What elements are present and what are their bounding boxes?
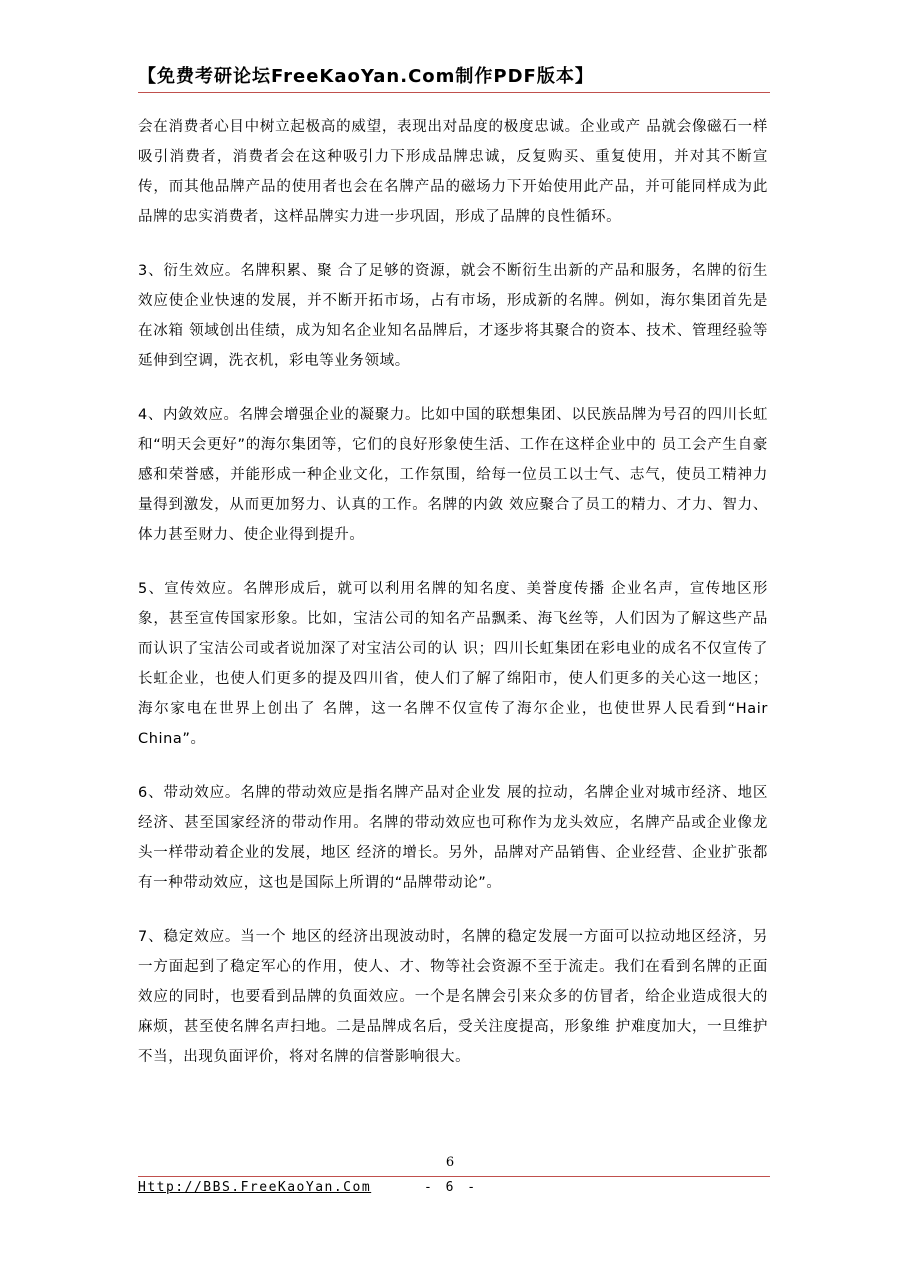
paragraph-stability-effect: 7、稳定效应。当一个 地区的经济出现波动时，名牌的稳定发展一方面可以拉动地区经济，另一方面起到了稳定军心的作用，使人、才、物等社会资源不至于流走。我们在看到名牌的正面 效应的同时，也要看到品牌的负面效应。一个是名牌会引来众多的仿冒者，给企业造成很大的麻烦，甚至使名牌名声扫地。二是品牌成名后，受关注度提高，形象维 护难度加大，一旦维护不当，出现负面评价，将对名牌的信誉影响很大。	[138, 929, 768, 1065]
paragraph-driving-effect: 6、带动效应。名牌的带动效应是指名牌产品对企业发 展的拉动，名牌企业对城市经济、地区经济、甚至国家经济的带动作用。名牌的带动效应也可称作为龙头效应，名牌产品或企业像龙头一样带动着企业的发展，地区 经济的增长。另外，品牌对产品销售、企业经营、企业扩张都有一种带动效应，这也是国际上所谓的“品牌带动论”。	[138, 785, 768, 891]
header-divider	[138, 92, 770, 93]
paragraph-cohesion-effect: 4、内敛效应。名牌会增强企业的凝聚力。比如中国的联想集团、以民族品牌为号召的四川长虹和“明天会更好”的海尔集团等，它们的良好形象使生活、工作在这样企业中的 员工会产生自豪感和荣誉感，并能形成一种企业文化，工作氛围，给每一位员工以士气、志气，使员工精神力量得到激发，从而更加努力、认真的工作。名牌的内敛 效应聚合了员工的精力、才力、智力、体力甚至财力、使企业得到提升。	[138, 407, 768, 543]
page-number: 6	[445, 1155, 455, 1170]
document-header: 【免费考研论坛FreeKaoYan.Com制作PDF版本】	[138, 66, 594, 87]
document-body	[138, 112, 768, 1096]
paragraph-continuation: 会在消费者心目中树立起极高的威望，表现出对品度的极度忠诚。企业或产 品就会像磁石一样吸引消费者，消费者会在这种吸引力下形成品牌忠诚，反复购买、重复使用，并对其不断宣传，而其他品牌产品的使用者也会在名牌产品的磁场力下开始使用此产品，并可能同样成为此品牌的忠实消费者，这样品牌实力进一步巩固，形成了品牌的良性循环。	[138, 119, 768, 225]
paragraph-publicity-effect: 5、宣传效应。名牌形成后，就可以利用名牌的知名度、美誉度传播 企业名声，宣传地区形象，甚至宣传国家形象。比如，宝洁公司的知名产品飘柔、海飞丝等，人们因为了解这些产品而认识了宝洁公司或者说加深了对宝洁公司的认 识；四川长虹集团在彩电业的成名不仅宣传了长虹企业，也使人们更多的提及四川省，使人们了解了绵阳市，使人们更多的关心这一地区；海尔家电在世界上创出了 名牌，这一名牌不仅宣传了海尔企业，也使世界人民看到“Hair China”。	[138, 581, 768, 747]
footer-page-number: - 6 -	[424, 1180, 479, 1195]
footer-divider	[138, 1176, 770, 1177]
footer-link[interactable]: Http://BBS.FreeKaoYan.Com	[138, 1180, 372, 1195]
paragraph-derivative-effect: 3、衍生效应。名牌积累、聚 合了足够的资源，就会不断衍生出新的产品和服务，名牌的衍生效应使企业快速的发展，并不断开拓市场，占有市场，形成新的名牌。例如，海尔集团首先是在冰箱 领域创出佳绩，成为知名企业知名品牌后，才逐步将其聚合的资本、技术、管理经验等延伸到空调，洗衣机，彩电等业务领域。	[138, 263, 768, 369]
